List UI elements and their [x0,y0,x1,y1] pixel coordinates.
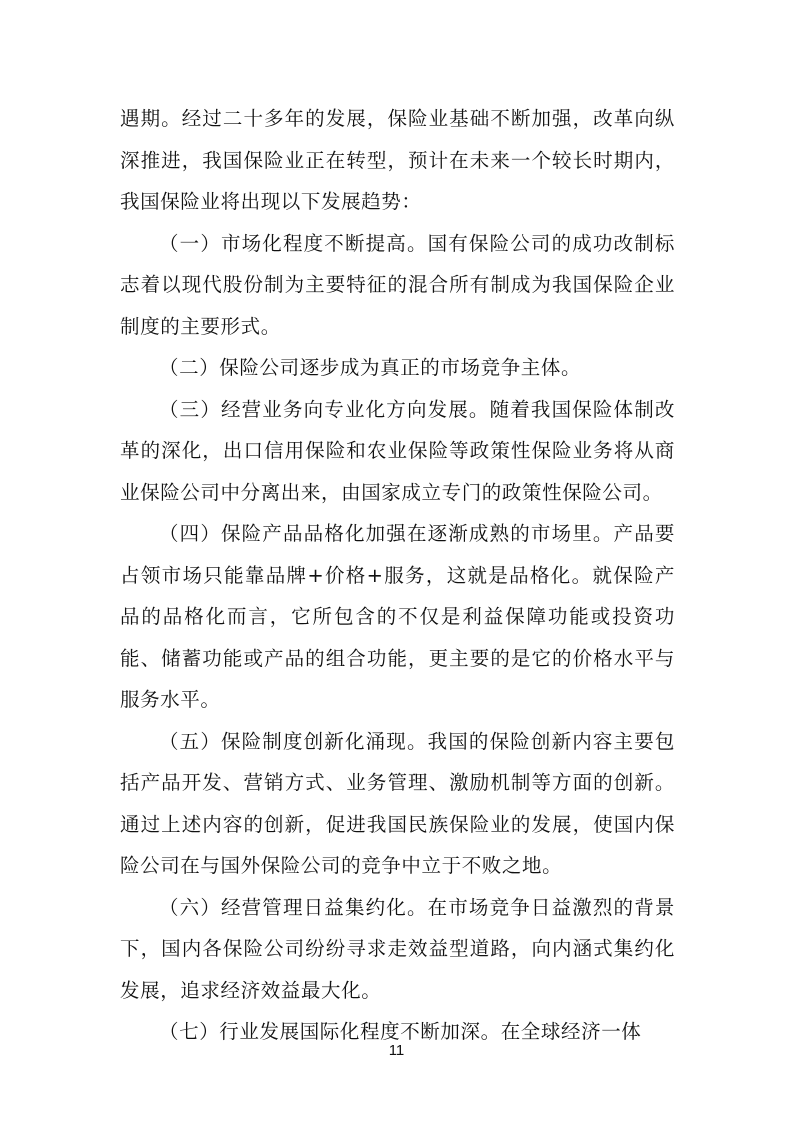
paragraph-trend-1: （一）市场化程度不断提高。国有保险公司的成功改制标志着以现代股份制为主要特征的混合所有制成为我国保险企业制度的主要形式。 [120,231,675,338]
paragraph-trend-2: （二）保险公司逐步成为真正的市场竞争主体。 [159,356,582,379]
paragraph-trend-4: （四）保险产品品格化加强在逐渐成熟的市场里。产品要占领市场只能靠品牌+价格+服务，这就是品格化。就保险产品的品格化而言，它所包含的不仅是利益保障功能或投资功能、储蓄功能或产品的组合功能，更主要的是它的价格水平与服务水平。 [120,522,675,711]
paragraph-intro: 遇期。经过二十多年的发展，保险业基础不断加强，改革向纵深推进，我国保险业正在转型，预计在未来一个较长时期内，我国保险业将出现以下发展趋势： [120,107,675,213]
paragraph-trend-5: （五）保险制度创新化涌现。我国的保险创新内容主要包括产品开发、营销方式、业务管理、激励机制等方面的创新。通过上述内容的创新，促进我国民族保险业的发展，使国内保险公司在与国外保险公司的竞争中立于不败之地。 [120,729,675,877]
paragraph-trend-7: （七）行业发展国际化程度不断加深。在全球经济一体 [159,1020,642,1043]
page-number: 11 [388,1042,405,1059]
paragraph-trend-3: （三）经营业务向专业化方向发展。随着我国保险体制改革的深化，出口信用保险和农业保险等政策性保险业务将从商业保险公司中分离出来，由国家成立专门的政策性保险公司。 [120,397,675,504]
paragraph-trend-6: （六）经营管理日益集约化。在市场竞争日益激烈的背景下，国内各保险公司纷纷寻求走效益型道路，向内涵式集约化发展，追求经济效益最大化。 [120,895,675,1002]
body-text [120,98,675,1053]
